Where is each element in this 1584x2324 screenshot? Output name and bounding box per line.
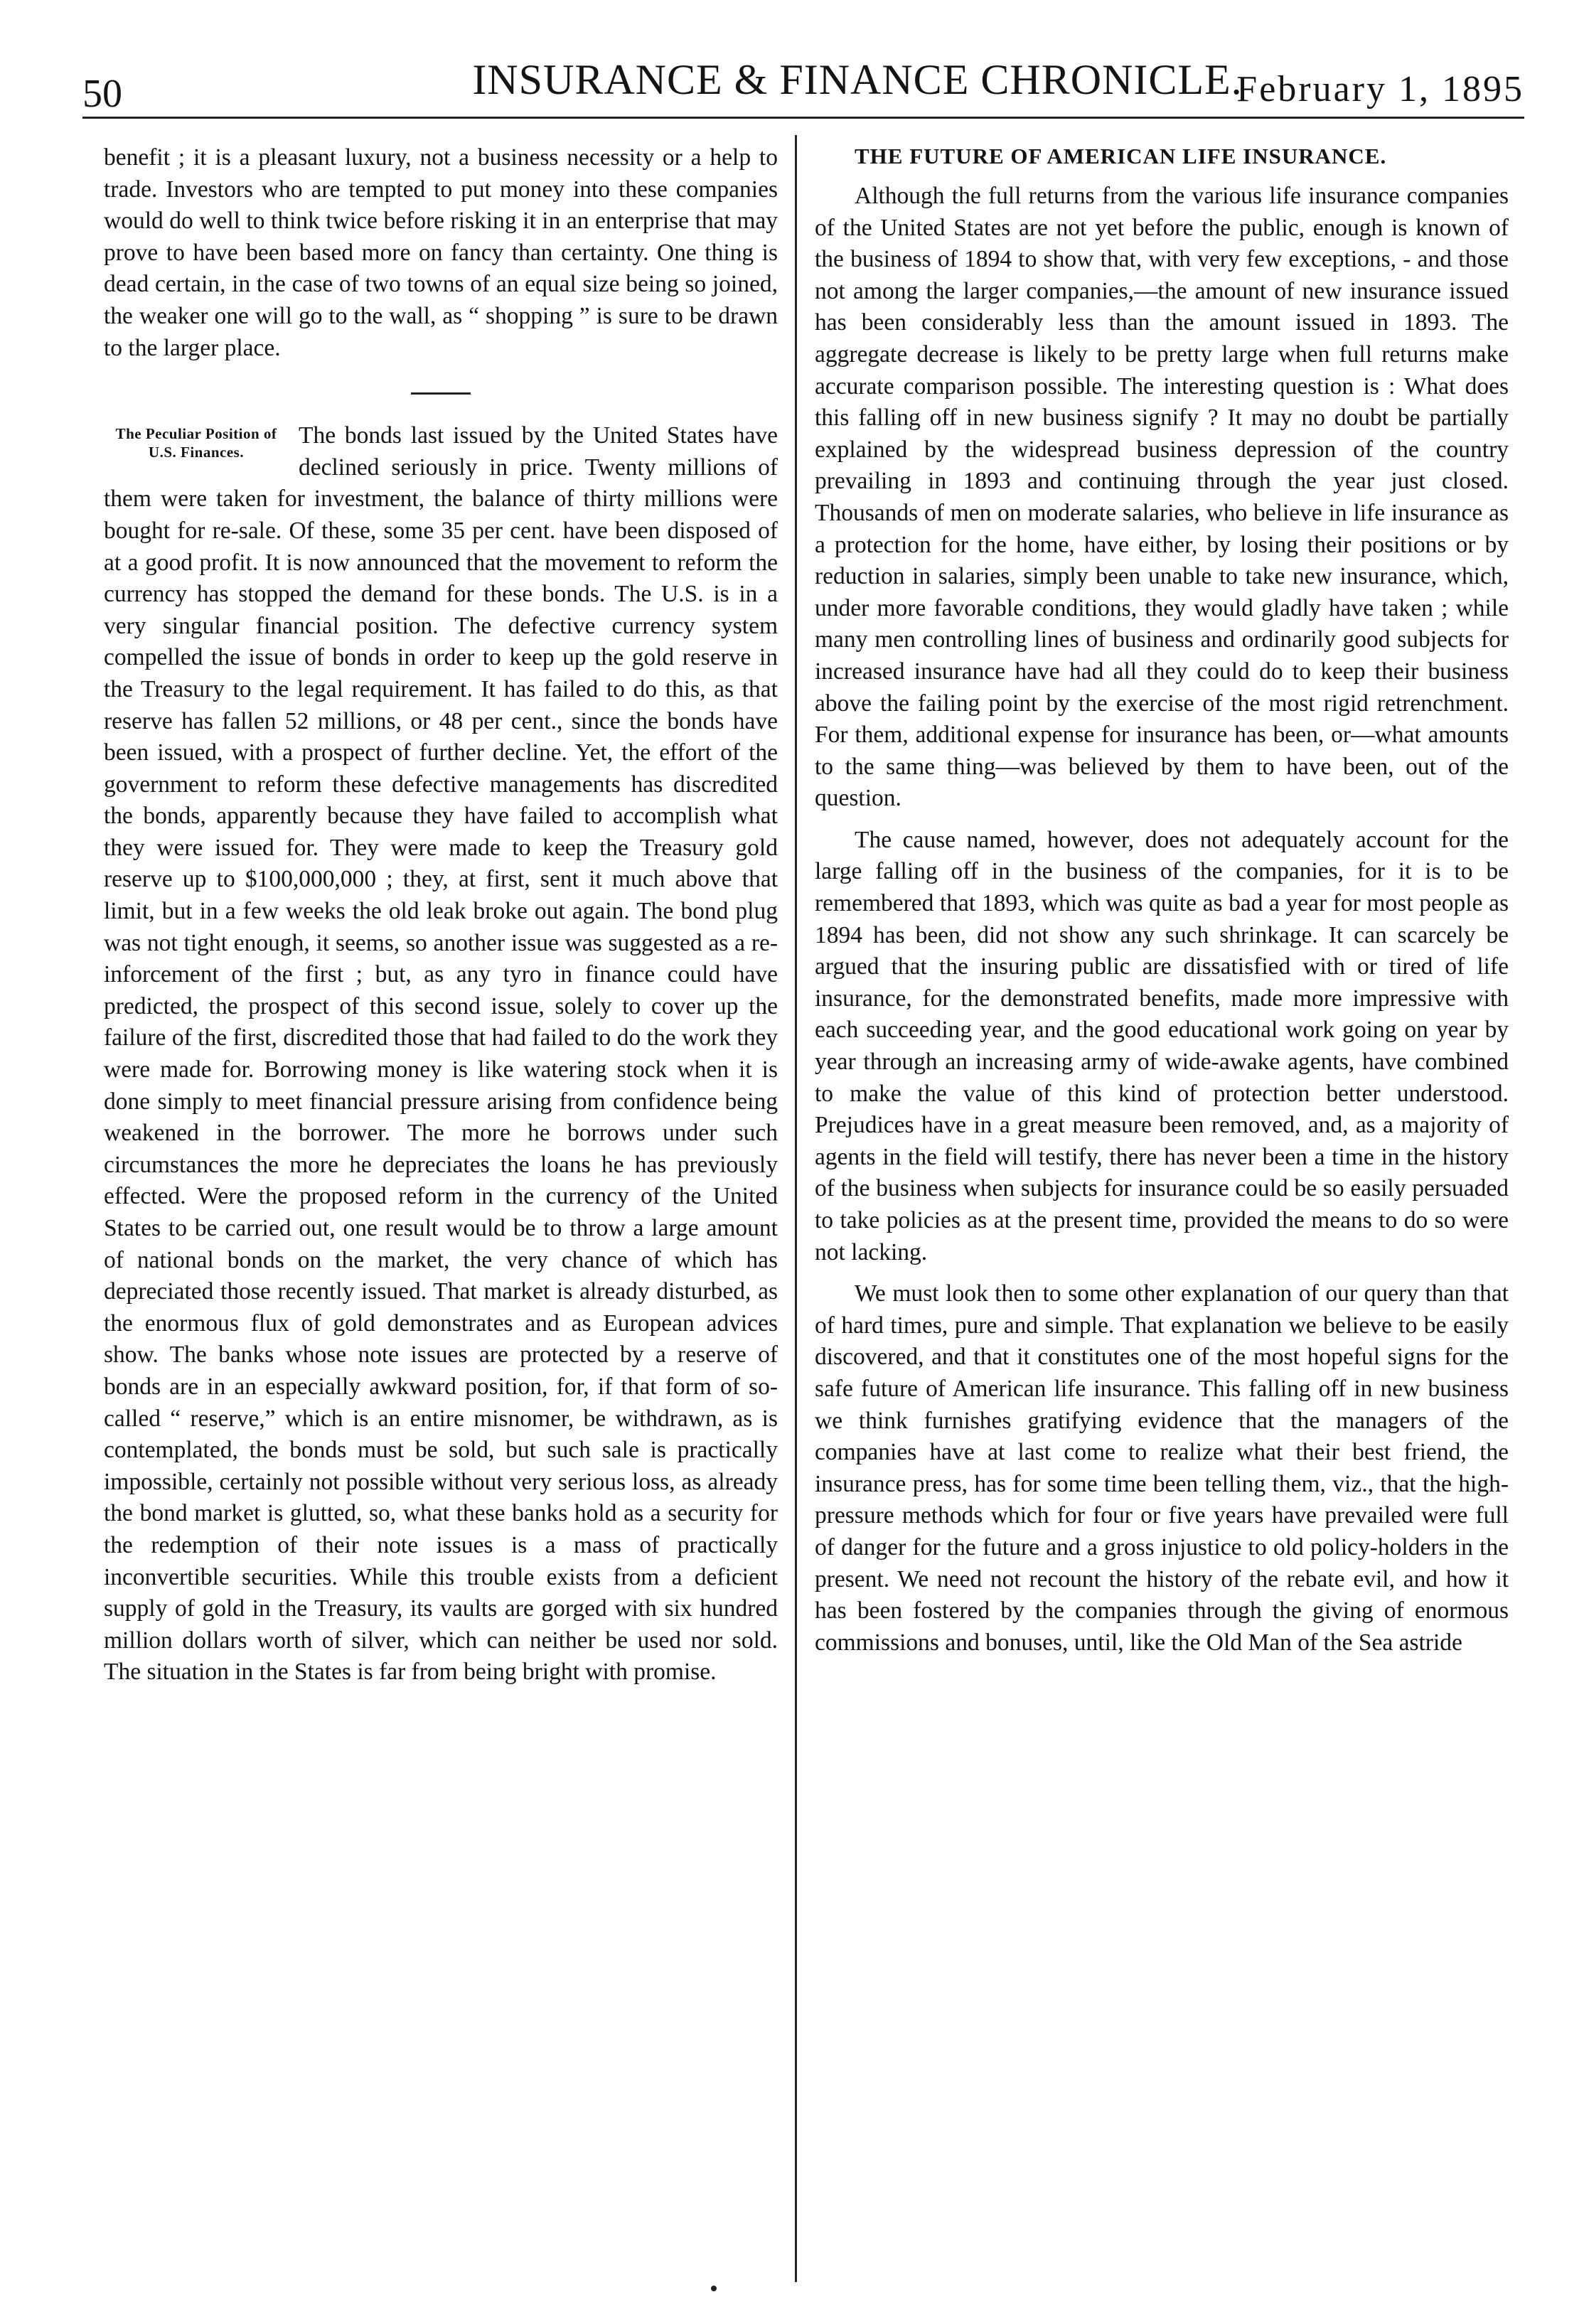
header-rule <box>82 117 1524 119</box>
publication-title: INSURANCE & FINANCE CHRONICLE. <box>472 56 1243 103</box>
paragraph-1: Although the full returns from the various life insurance companies of the United States are not yet before the public, enough is known of the business of 1894 to show that, with very few exceptions, - and those not among the larger companies,—the amount of new insurance issued has been considerably less than the amount issued in 1893. The aggregate decrease is likely to be pretty large when full returns make accurate comparison possible. The interesting question is : What does this falling off in new business signify ? It may no doubt be partially explained by the widespread business depression of the country prevailing in 1893 and continuing through the year just closed. Thousands of men on moderate salaries, who believe in life insurance as a protection for the home, have either, by losing their positions or by reduction in salaries, simply been unable to take new insurance, which, under more favorable conditions, they would gladly have taken ; while many men controlling lines of business and ordinarily good subjects for increased insurance have had all they could do to keep their business above the failing point by the exercise of the most rigid retrenchment. For them, additional expense for insurance has been, or—what amounts to the same thing—was believed by them to have been, out of the question. <box>815 183 1509 812</box>
page-header <box>82 40 1524 118</box>
paragraph-3: We must look then to some other explanation of our query than that of hard times, pure and simple. That explanation we believe to be easily discovered, and that it constitutes one of the most hopeful signs for the safe future of American life insurance. This falling off in new business we think furnishes gratifying evidence that the managers of the companies have at last come to realize what their best friend, the insurance press, has for some time been telling them, viz., that the high-pressure methods which for four or five years have prevailed were full of danger for the future and a gross injustice to old policy-holders in the present. We need not recount the history of the rebate evil, and how it has been fostered by the companies through the giving of enormous commissions and bonuses, until, like the Old Man of the Sea astride <box>815 1280 1509 1656</box>
right-column <box>815 142 1509 1659</box>
printer-mark <box>711 2286 717 2291</box>
paragraph-continued: benefit ; it is a pleasant luxury, not a business necessity or a help to trade. Investors who are tempted to put money into these companies would do well to think twice before risking it in an enterprise that may prove to have been based more on fancy than certainty. One thing is dead certain, in the case of two towns of an equal size being so joined, the weaker one will go to the wall, as “ shopping ” is sure to be drawn to the larger place. <box>104 144 778 361</box>
left-column <box>104 142 778 1688</box>
article-title: THE FUTURE OF AMERICAN LIFE INSURANCE. <box>855 144 1387 168</box>
issue-date: February 1, 1895 <box>1236 69 1524 109</box>
section-divider <box>411 392 471 395</box>
page-number: 50 <box>82 72 122 116</box>
side-heading: The Peculiar Position of U.S. Finances. <box>115 425 277 461</box>
column-divider <box>795 135 797 2282</box>
paragraph-us-finances: The bonds last issued by the United States have declined seriously in price. Twenty millions of them were taken for investment, the balance of thirty millions were bought for re-sale. Of these, some 35 per cent. have been disposed of at a good profit. It is now announced that the movement to reform the currency has stopped the demand for these bonds. The U.S. is in a very singular financial position. The defective currency system compelled the issue of bonds in order to keep up the gold reserve in the Treasury to the legal requirement. It has failed to do this, as that reserve has fallen 52 millions, or 48 per cent., since the bonds have been issued, with a prospect of further decline. Yet, the effort of the government to reform these defective managements has discredited the bonds, apparently because they have failed to accomplish what they were issued for. They were made to keep the Treasury gold reserve up to $100,000,000 ; they, at first, sent it much above that limit, but in a few weeks the old leak broke out again. The bond plug was not tight enough, it seems, so another issue was suggested as a re-inforcement of the first ; but, as any tyro in finance could have predicted, the prospect of this second issue, solely to cover up the failure of the first, discredited those that had failed to do the work they were made for. Borrowing money is like watering stock when it is done simply to meet financial pressure arising from confidence being weakened in the borrower. The more he borrows under such circumstances the more he depreciates the loans he has previously effected. Were the proposed reform in the currency of the United States to be carried out, one result would be to throw a large amount of national bonds on the market, the very chance of which has depreciated those recently issued. That market is already disturbed, as the enormous flux of gold demonstrates and as European advices show. The banks whose note issues are protected by a reserve of bonds are in an especially awkward position, for, if that form of so-called “ reserve,” which is an entire misnomer, be withdrawn, as is contemplated, the bonds must be sold, but such sale is practically impossible, certainly not possible without very serious loss, as already the bond market is glutted, so, what these banks hold as a security for the redemption of their note issues is a mass of practically inconvertible securities. While this trouble exists from a deficient supply of gold in the Treasury, its vaults are gorged with six hundred million dollars worth of silver, which can neither be used nor sold. The situation in the States is far from being bright with promise. <box>104 422 778 1686</box>
paragraph-2: The cause named, however, does not adequately account for the large falling off in the business of the companies, for it is to be remembered that 1893, which was quite as bad a year for most people as 1894 has been, did not show any such shrinkage. It can scarcely be argued that the insuring public are dissatisfied with or tired of life insurance, for the demonstrated benefits, made more impressive with each succeeding year, and the good educational work going on year by year through an increasing army of wide-awake agents, have combined to make the value of this kind of protection better understood. Prejudices have in a great measure been removed, and, as a majority of agents in the field will testify, there has never been a time in the history of the business when subjects for insurance could be so easily persuaded to take policies as at the present time, provided the means to do so were not lacking. <box>815 826 1509 1265</box>
